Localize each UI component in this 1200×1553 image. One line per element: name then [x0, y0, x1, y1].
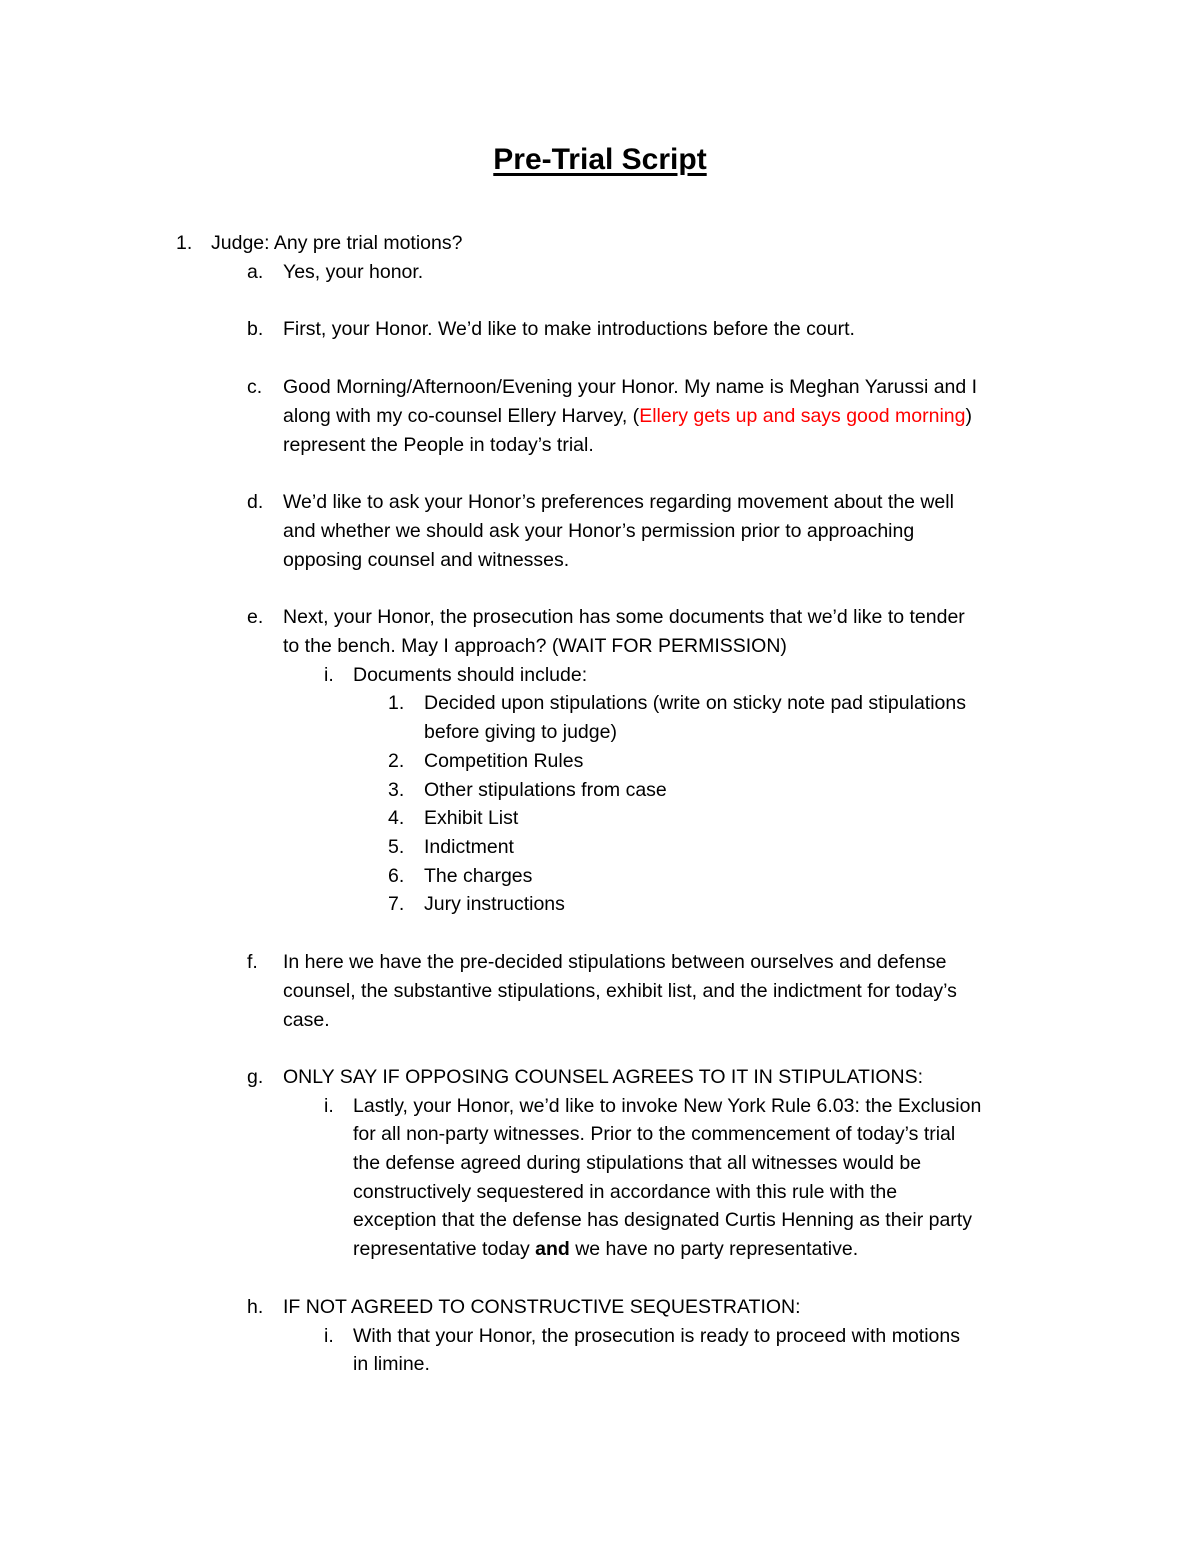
list-item-text: counsel, the substantive stipulations, exhibit list, and the indictment for today’s	[283, 980, 957, 1002]
list-marker: 1.	[176, 232, 193, 254]
list-marker: d.	[247, 491, 264, 513]
list-marker: 5.	[388, 836, 405, 858]
list-item-text: First, your Honor. We’d like to make introductions before the court.	[283, 318, 855, 340]
list-item-text: in limine.	[353, 1353, 430, 1375]
list-item-text: Yes, your honor.	[283, 261, 424, 283]
list-marker: 3.	[388, 779, 405, 801]
list-item-text: Documents should include:	[353, 664, 588, 686]
list-item-text: opposing counsel and witnesses.	[283, 549, 570, 571]
list-marker: i.	[324, 1325, 334, 1347]
list-item-text: exception that the defense has designated Curtis Henning as their party	[353, 1209, 972, 1231]
text-segment: representative today	[353, 1238, 536, 1260]
list-marker: f.	[247, 951, 258, 973]
list-item-text: constructively sequestered in accordance with this rule with the	[353, 1181, 898, 1203]
text-segment: along with my co-counsel Ellery Harvey, (	[283, 405, 640, 427]
list-marker: i.	[324, 664, 334, 686]
list-item-text: Good Morning/Afternoon/Evening your Honor. My name is Meghan Yarussi and I	[283, 376, 978, 398]
list-marker: 6.	[388, 865, 405, 887]
list-item-text: Lastly, your Honor, we’d like to invoke New York Rule 6.03: the Exclusion	[353, 1095, 982, 1117]
list-marker: c.	[247, 376, 263, 398]
list-item-text: Next, your Honor, the prosecution has some documents that we’d like to tender	[283, 606, 965, 628]
list-marker: e.	[247, 606, 264, 628]
document-title: Pre-Trial Script	[493, 143, 707, 176]
list-marker: h.	[247, 1296, 264, 1318]
list-item-text	[283, 404, 972, 428]
list-item-text: for all non-party witnesses. Prior to the commencement of today’s trial	[353, 1123, 956, 1145]
list-marker: i.	[324, 1095, 334, 1117]
list-item-text: and whether we should ask your Honor’s permission prior to approaching	[283, 520, 915, 542]
list-item-text: IF NOT AGREED TO CONSTRUCTIVE SEQUESTRATION:	[283, 1296, 801, 1318]
list-item-text: We’d like to ask your Honor’s preferences regarding movement about the well	[283, 491, 954, 513]
list-item-text: The charges	[424, 865, 533, 887]
list-item-text: With that your Honor, the prosecution is ready to proceed with motions	[353, 1325, 960, 1347]
emphasis-text: and	[535, 1238, 570, 1260]
list-item-text: Competition Rules	[424, 750, 584, 772]
text-segment: )	[965, 405, 972, 427]
text-segment: we have no party representative.	[569, 1238, 859, 1260]
list-item-text: Exhibit List	[424, 807, 519, 829]
list-item-text: In here we have the pre-decided stipulations between ourselves and defense	[283, 951, 947, 973]
list-marker: b.	[247, 318, 264, 340]
list-item-text: ONLY SAY IF OPPOSING COUNSEL AGREES TO IT IN STIPULATIONS:	[283, 1066, 924, 1088]
list-marker: g.	[247, 1066, 264, 1088]
list-marker: 2.	[388, 750, 405, 772]
list-item-text: the defense agreed during stipulations that all witnesses would be	[353, 1152, 922, 1174]
stage-direction-text: Ellery gets up and says good morning	[639, 405, 966, 427]
list-item-text: to the bench. May I approach? (WAIT FOR PERMISSION)	[283, 635, 787, 657]
list-item-text: Judge: Any pre trial motions?	[211, 232, 463, 254]
list-item-text: Other stipulations from case	[424, 779, 667, 801]
list-marker: a.	[247, 261, 264, 283]
list-marker: 4.	[388, 807, 405, 829]
list-item-text: case.	[283, 1009, 330, 1031]
list-marker: 7.	[388, 893, 405, 915]
list-item-text: Decided upon stipulations (write on sticky note pad stipulations	[424, 692, 966, 714]
list-item-text	[353, 1237, 858, 1261]
list-marker: 1.	[388, 692, 405, 714]
list-item-text: Jury instructions	[424, 893, 565, 915]
list-item-text: before giving to judge)	[424, 721, 617, 743]
list-item-text: Indictment	[424, 836, 514, 858]
list-item-text: represent the People in today’s trial.	[283, 434, 594, 456]
